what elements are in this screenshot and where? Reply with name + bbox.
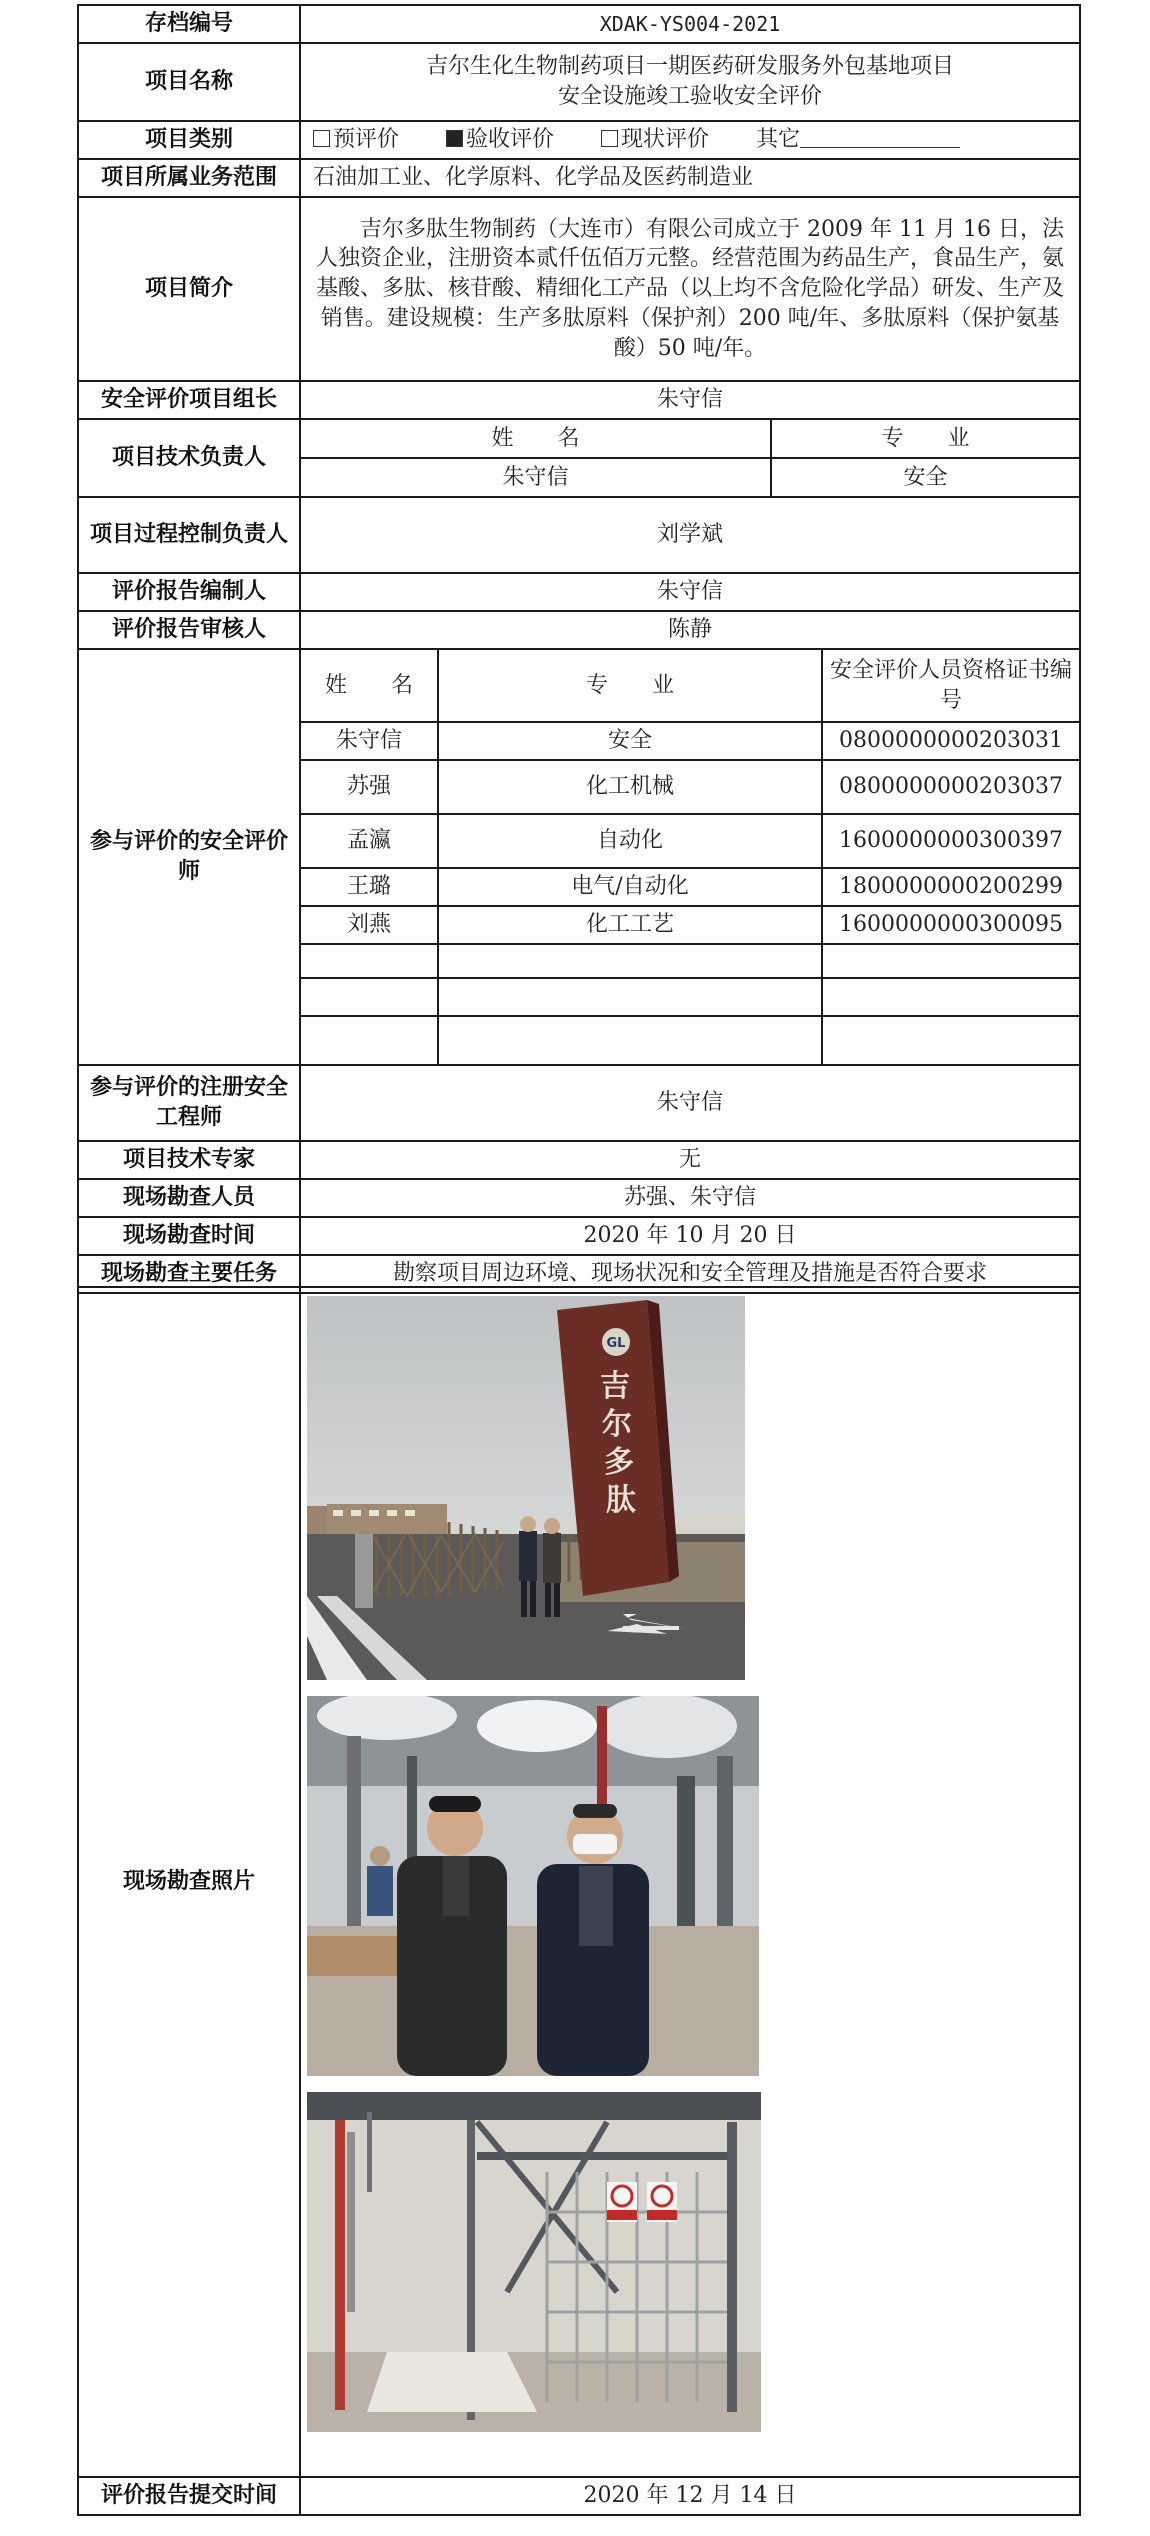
- option-acceptance-eval[interactable]: 验收评价: [446, 127, 554, 152]
- tech-lead-subtable: [301, 420, 1079, 496]
- project-name-label: 项目名称: [78, 43, 300, 121]
- tech-lead-label: 项目技术负责人: [78, 419, 300, 497]
- site-task-value: 勘察项目周边环境、现场状况和安全管理及措施是否符合要求: [300, 1255, 1080, 1293]
- evaluators-cell: [300, 649, 1080, 1065]
- row-project-name: [78, 43, 1080, 121]
- gate-photo-image: [307, 1296, 745, 1680]
- evaluator-name: [301, 978, 438, 1016]
- row-report-editor: [78, 573, 1080, 611]
- row-archive: [78, 5, 1080, 43]
- table-row: [301, 760, 1079, 814]
- tech-lead-major: 安全: [771, 458, 1079, 496]
- site-photo-structure: [307, 2092, 761, 2432]
- evaluator-cert: 1600000000300095: [822, 906, 1079, 944]
- row-submit-time: [78, 2477, 1080, 2515]
- project-type-label: 项目类别: [78, 121, 300, 159]
- row-intro: [78, 197, 1080, 381]
- structure-photo-image: [307, 2092, 761, 2432]
- report-editor-label: 评价报告编制人: [78, 573, 300, 611]
- evaluators-header-cert: 安全评价人员资格证书编号: [822, 650, 1079, 722]
- evaluator-major: [438, 1016, 822, 1064]
- row-site-staff: [78, 1179, 1080, 1217]
- evaluator-major: 化工机械: [438, 760, 822, 814]
- row-tech-expert: [78, 1141, 1080, 1179]
- sign-char-2: 尔: [602, 1407, 632, 1442]
- row-business-scope: [78, 159, 1080, 197]
- evaluator-cert: 0800000000203037: [822, 760, 1079, 814]
- report-editor-value: 朱守信: [300, 573, 1080, 611]
- table-row: [301, 1016, 1079, 1064]
- checkbox-icon: [601, 130, 618, 147]
- evaluator-cert: [822, 978, 1079, 1016]
- evaluators-subtable: [301, 650, 1079, 1064]
- evaluator-cert: 0800000000203031: [822, 722, 1079, 760]
- workshop-photo-image: [307, 1696, 759, 2076]
- table-row: [301, 814, 1079, 868]
- info-table: [77, 4, 1081, 1294]
- site-time-label: 现场勘查时间: [78, 1217, 300, 1255]
- tech-expert-value: 无: [300, 1141, 1080, 1179]
- row-project-type: [78, 121, 1080, 159]
- project-name-value: [300, 43, 1080, 121]
- process-control-value: 刘学斌: [300, 497, 1080, 573]
- site-staff-label: 现场勘查人员: [78, 1179, 300, 1217]
- evaluator-major: 化工工艺: [438, 906, 822, 944]
- photos-cell: [300, 1287, 1080, 2477]
- evaluator-name: 孟瀛: [301, 814, 438, 868]
- evaluator-major: 安全: [438, 722, 822, 760]
- business-scope-label: 项目所属业务范围: [78, 159, 300, 197]
- report-reviewer-value: 陈静: [300, 611, 1080, 649]
- business-scope-value: 石油加工业、化学原料、化学品及医药制造业: [300, 159, 1080, 197]
- tech-lead-col-major: 专 业: [771, 420, 1079, 458]
- submit-time-label: 评价报告提交时间: [78, 2477, 300, 2515]
- option-other: 其它: [756, 127, 960, 152]
- process-control-label: 项目过程控制负责人: [78, 497, 300, 573]
- sign-char-4: 肽: [606, 1483, 636, 1518]
- evaluators-header-major: 专 业: [438, 650, 822, 722]
- evaluator-major: [438, 978, 822, 1016]
- evaluator-cert: [822, 1016, 1079, 1064]
- evaluator-name: 王璐: [301, 868, 438, 906]
- table-row: [301, 906, 1079, 944]
- evaluator-major: [438, 944, 822, 978]
- table-row: [301, 868, 1079, 906]
- row-process-control: [78, 497, 1080, 573]
- evaluator-major: 自动化: [438, 814, 822, 868]
- photos-label: 现场勘查照片: [78, 1287, 300, 2477]
- registered-engineer-value: 朱守信: [300, 1065, 1080, 1141]
- evaluators-header-row: [301, 650, 1079, 722]
- team-leader-value: 朱守信: [300, 381, 1080, 419]
- other-blank-line[interactable]: [800, 129, 960, 148]
- table-row: [301, 978, 1079, 1016]
- row-report-reviewer: [78, 611, 1080, 649]
- evaluator-name: 苏强: [301, 760, 438, 814]
- row-team-leader: [78, 381, 1080, 419]
- archive-value: XDAK-YS004-2021: [300, 5, 1080, 43]
- sign-logo-text: GL: [606, 1336, 626, 1351]
- site-time-value: 2020 年 10 月 20 日: [300, 1217, 1080, 1255]
- tech-lead-cell: [300, 419, 1080, 497]
- evaluator-major: 电气/自动化: [438, 868, 822, 906]
- project-name-line2: 安全设施竣工验收安全评价: [557, 84, 822, 109]
- evaluator-name: [301, 1016, 438, 1064]
- evaluator-name: [301, 944, 438, 978]
- table-row: [301, 944, 1079, 978]
- sign-char-1: 吉: [600, 1369, 630, 1404]
- report-reviewer-label: 评价报告审核人: [78, 611, 300, 649]
- row-tech-lead: [78, 419, 1080, 497]
- table-row: [301, 722, 1079, 760]
- site-staff-value: 苏强、朱守信: [300, 1179, 1080, 1217]
- checkbox-icon: [313, 130, 330, 147]
- option-pre-eval[interactable]: 预评价: [313, 127, 399, 152]
- row-photos: [78, 1287, 1080, 2477]
- evaluators-label: 参与评价的安全评价师: [78, 649, 300, 1065]
- intro-label: 项目简介: [78, 197, 300, 381]
- project-name-line1: 吉尔生化生物制药项目一期医药研发服务外包基地项目: [425, 54, 954, 80]
- registered-engineer-label: 参与评价的注册安全工程师: [78, 1065, 300, 1141]
- evaluator-cert: [822, 944, 1079, 978]
- site-task-label: 现场勘查主要任务: [78, 1255, 300, 1293]
- tech-lead-col-name: 姓 名: [301, 420, 771, 458]
- photo-table: [77, 1286, 1081, 2516]
- option-status-eval[interactable]: 现状评价: [601, 127, 709, 152]
- tech-expert-label: 项目技术专家: [78, 1141, 300, 1179]
- row-registered-engineer: [78, 1065, 1080, 1141]
- row-site-time: [78, 1217, 1080, 1255]
- evaluator-cert: 1800000000200299: [822, 868, 1079, 906]
- row-evaluators: [78, 649, 1080, 1065]
- evaluator-cert: 1600000000300397: [822, 814, 1079, 868]
- team-leader-label: 安全评价项目组长: [78, 381, 300, 419]
- sign-char-3: 多: [604, 1445, 634, 1480]
- tech-lead-name: 朱守信: [301, 458, 771, 496]
- evaluator-name: 朱守信: [301, 722, 438, 760]
- checkbox-checked-icon: [446, 130, 463, 147]
- site-photo-workshop: [307, 1696, 759, 2076]
- evaluator-name: 刘燕: [301, 906, 438, 944]
- archive-label: 存档编号: [78, 5, 300, 43]
- submit-time-value: 2020 年 12 月 14 日: [300, 2477, 1080, 2515]
- intro-text: 吉尔多肽生物制药（大连市）有限公司成立于 2009 年 11 月 16 日，法人独资企业，注册资本贰仟伍佰万元整。经营范围为药品生产，食品生产，氨基酸、多肽、核苷酸、精细化工产品（以上均不含危险化学品）研发、生产及销售。建设规模：生产多肽原料（保护剂）200 吨/年、多肽原料（保护氨基酸）50 吨/年。: [300, 197, 1080, 381]
- evaluators-header-name: 姓 名: [301, 650, 438, 722]
- project-type-options: [300, 121, 1080, 159]
- site-photo-gate: [307, 1296, 745, 1680]
